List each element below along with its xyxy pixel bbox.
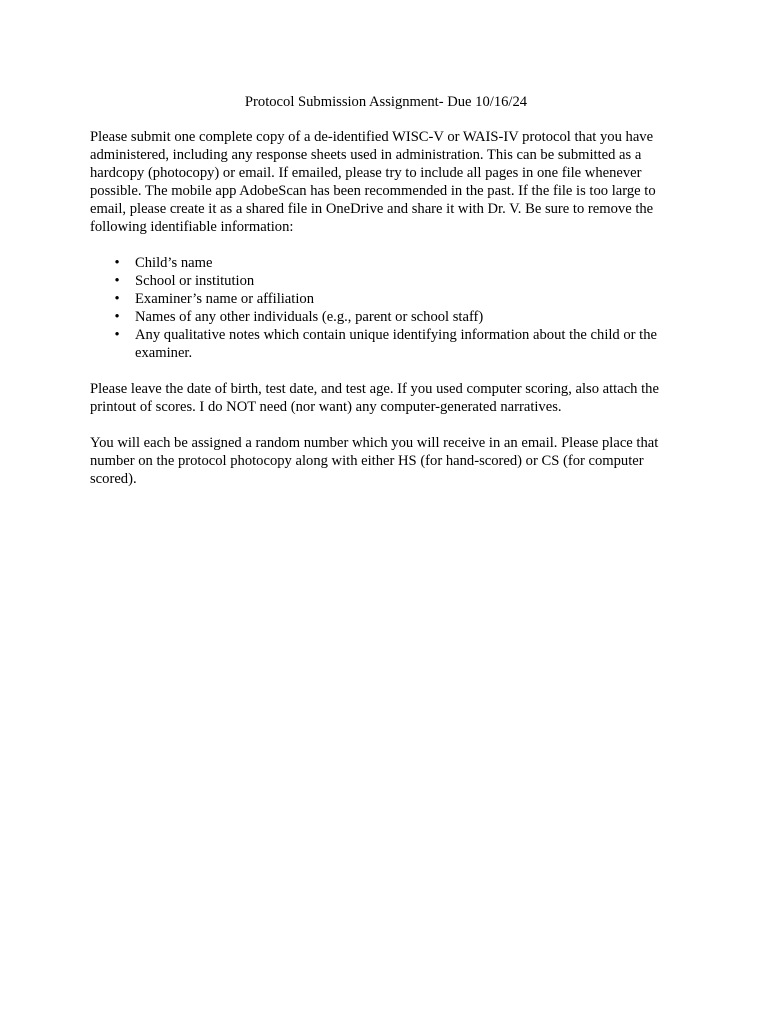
bullet-icon: •	[114, 309, 120, 325]
document-title: Protocol Submission Assignment- Due 10/16/24	[244, 94, 528, 110]
identifiable-info-list	[90, 254, 682, 362]
list-item-text: Examiner’s name or affiliation	[135, 291, 314, 307]
list-item	[114, 326, 682, 362]
intro-paragraph: Please submit one complete copy of a de-identified WISC-V or WAIS-IV protocol that you have administered, including any response sheets used in administration. This can be submitted as a hardcopy (photocopy) or email. If emailed, please try to include all pages in one file whenever possible. The mobile app AdobeScan has been recommended in the past. If the file is too large to email, please create it as a shared file in OneDrive and share it with Dr. V. Be sure to remove the following identifiable information:	[90, 129, 656, 235]
list-item	[114, 308, 682, 326]
bullet-icon: •	[114, 291, 120, 307]
list-item-text: Names of any other individuals (e.g., parent or school staff)	[135, 309, 484, 325]
instructions-paragraph: Please leave the date of birth, test date, and test age. If you used computer scoring, also attach the printout of scores. I do NOT need (nor want) any computer-generated narratives.	[90, 381, 659, 415]
bullet-icon: •	[114, 273, 120, 289]
list-item-text: Child’s name	[135, 255, 213, 271]
numbering-paragraph: You will each be assigned a random number which you will receive in an email. Please place that number on the protocol photocopy along with either HS (for hand-scored) or CS (for computer scored).	[90, 435, 659, 487]
bullet-icon: •	[114, 255, 120, 271]
list-item-text: School or institution	[135, 273, 255, 289]
document-body	[90, 93, 682, 506]
list-item-text: Any qualitative notes which contain unique identifying information about the child or the examiner.	[135, 327, 658, 361]
list-item	[114, 254, 682, 272]
list-item	[114, 272, 682, 290]
list-item	[114, 290, 682, 308]
bullet-icon: •	[114, 327, 120, 343]
